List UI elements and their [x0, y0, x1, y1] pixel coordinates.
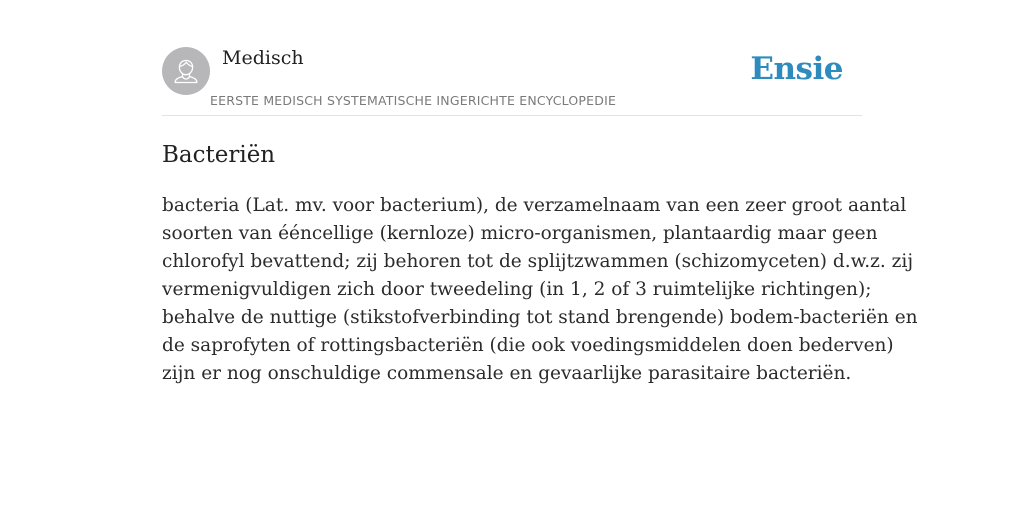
- body-line: de saprofyten of rottingsbacteriën (die ook voedingsmiddelen doen bederven): [162, 335, 894, 356]
- body-line: chlorofyl bevattend; zij behoren tot de splijtzwammen (schizomyceten) d.w.z. zij: [162, 251, 914, 272]
- source-avatar[interactable]: [162, 47, 210, 95]
- source-header: [162, 0, 862, 116]
- entry-title: Bacteriën: [162, 142, 276, 168]
- ensie-logo[interactable]: Ensie: [750, 51, 843, 87]
- source-name[interactable]: Medisch: [222, 47, 304, 69]
- body-line: bacteria (Lat. mv. voor bacterium), de verzamelnaam van een zeer groot aantal: [162, 195, 907, 216]
- entry-body: [162, 192, 918, 388]
- source-subtitle: EERSTE MEDISCH SYSTEMATISCHE INGERICHTE ENCYCLOPEDIE: [210, 93, 617, 108]
- body-line: behalve de nuttige (stikstofverbinding tot stand brengende) bodem-bacteriën en: [162, 307, 918, 328]
- user-placeholder-icon: [162, 47, 210, 95]
- body-line: soorten van ééncellige (kernloze) micro-organismen, plantaardig maar geen: [162, 223, 878, 244]
- body-line: zijn er nog onschuldige commensale en gevaarlijke parasitaire bacteriën.: [162, 363, 852, 384]
- body-line: vermenigvuldigen zich door tweedeling (in 1, 2 of 3 ruimtelijke richtingen);: [162, 279, 872, 300]
